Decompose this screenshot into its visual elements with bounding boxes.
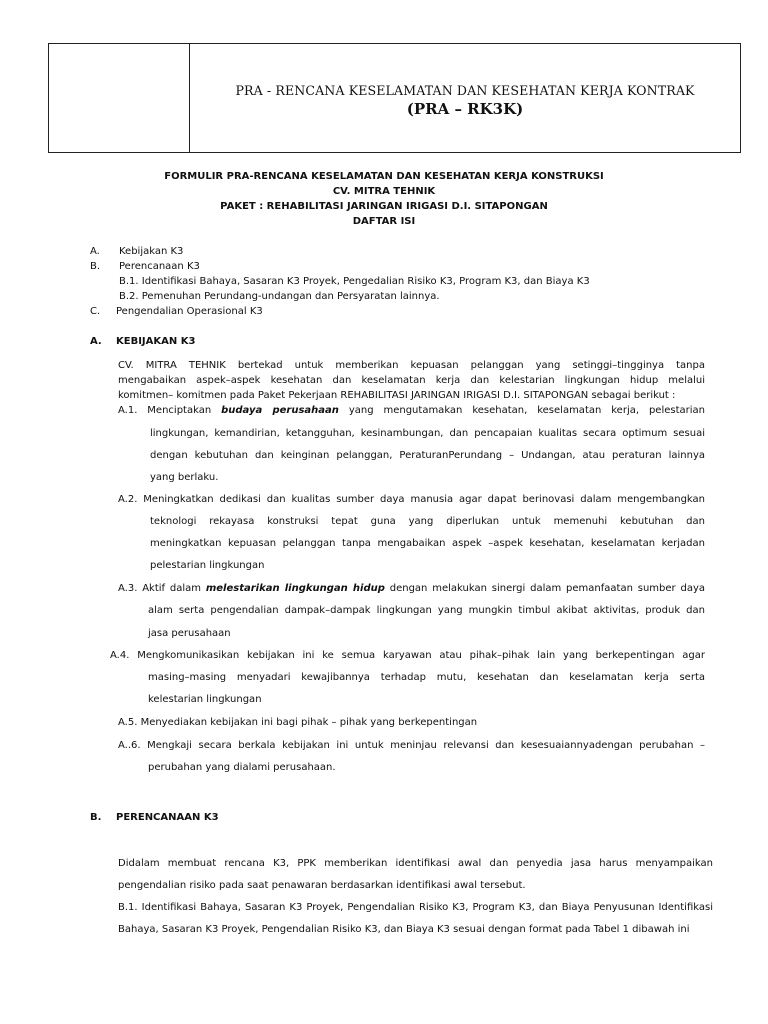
toc-marker-a: A. — [90, 246, 100, 257]
item-a2-line-2: teknologi rekayasa konstruksi tepat guna yang diperlukan untuk memenuhi kebutuhan dan — [150, 516, 705, 527]
item-a1-line-4: yang berlaku. — [150, 472, 219, 483]
item-a2-line-3: meningkatkan kepuasan pelanggan tanpa mengabaikan aspek –aspek kesehatan, keselamatan kerjadan — [150, 538, 705, 549]
section-a-heading: KEBIJAKAN K3 — [116, 336, 196, 347]
package-name: PAKET : REHABILITASI JARINGAN IRIGASI D.I. SITAPONGAN — [220, 201, 548, 212]
item-a3-prefix: A.3. Aktif dalam — [118, 583, 206, 594]
section-b-marker: B. — [90, 812, 102, 823]
item-a6-line-1: A..6. Mengkaji secara berkala kebijakan ini untuk meninjau relevansi dan kesesuaiannyadengan perubahan – — [118, 740, 705, 751]
item-a5-line-1: A.5. Menyediakan kebijakan ini bagi pihak – pihak yang berkepentingan — [118, 717, 478, 728]
section-b-para1-line-2: pengendalian risiko pada saat penawaran berdasarkan identifikasi awal tersebut. — [118, 880, 526, 891]
item-a3-line-1 — [118, 582, 705, 595]
form-title: FORMULIR PRA-RENCANA KESELAMATAN DAN KESEHATAN KERJA KONSTRUKSI — [164, 171, 604, 182]
toc-marker-b: B. — [90, 261, 101, 272]
item-a2-line-1: A.2. Meningkatkan dedikasi dan kualitas sumber daya manusia agar dapat berinovasi dalam mengembangkan — [118, 494, 705, 505]
item-a1-line-3: dengan kebutuhan dan keinginan pelanggan, PeraturanPerundang – Undangan, atau peraturan lainnya — [150, 450, 705, 461]
document-subtitle: (PRA – RK3K) — [406, 99, 524, 118]
item-a4-line-1: A.4. Mengkomunikasikan kebijakan ini ke semua karyawan atau pihak–pihak lain yang berkepentingan agar — [110, 650, 705, 661]
section-a-marker: A. — [90, 336, 102, 347]
item-a1-line-1 — [118, 404, 705, 417]
item-a1-line-2: lingkungan, kemandirian, ketangguhan, kesinambungan, dan pencapaian kualitas secara optimum sesuai — [150, 428, 705, 439]
toc-item-b2: B.2. Pemenuhan Perundang-undangan dan Persyaratan lainnya. — [119, 291, 440, 302]
item-a3-line-2: alam serta pengendalian dampak–dampak lingkungan yang mungkin timbul akibat aktivitas, produk dan — [148, 605, 705, 616]
toc-title: DAFTAR ISI — [352, 216, 416, 227]
toc-item-b1: B.1. Identifikasi Bahaya, Sasaran K3 Proyek, Pengedalian Risiko K3, Program K3, dan Biaya K3 — [119, 276, 590, 287]
item-a3-line-3: jasa perusahaan — [148, 628, 231, 639]
header-logo-cell — [49, 44, 190, 152]
item-a2-line-4: pelestarian lingkungan — [150, 560, 265, 571]
item-a1-prefix: A.1. Menciptakan — [118, 405, 222, 416]
item-a1-suffix: yang mengutamakan kesehatan, keselamatan kerja, pelestarian — [338, 405, 705, 416]
header-title-cell — [190, 44, 740, 152]
section-a-intro-line-3: komitmen– komitmen pada Paket Pekerjaan REHABILITASI JARINGAN IRIGASI D.I. SITAPONGAN sebagai berikut : — [118, 390, 676, 401]
toc-marker-c: C. — [90, 306, 101, 317]
toc-item-a: Kebijakan K3 — [119, 246, 184, 257]
section-a-intro-line-2: mengabaikan aspek–aspek kesehatan dan keselamatan kerja dan kelestarian lingkungan hidup melalui — [118, 375, 705, 386]
section-b-para2-line-1: B.1. Identifikasi Bahaya, Sasaran K3 Proyek, Pengendalian Risiko K3, Program K3, dan Biaya Penyusunan Identifikasi — [118, 902, 713, 913]
item-a3-emphasis: melestarikan lingkungan hidup — [205, 583, 385, 594]
item-a1-emphasis: budaya perusahaan — [221, 405, 339, 416]
item-a4-line-2: masing–masing menyadari kewajibannya terhadap mutu, kesehatan dan keselamatan kerja serta — [148, 672, 705, 683]
toc-item-c: Pengendalian Operasional K3 — [116, 306, 263, 317]
item-a4-line-3: kelestarian lingkungan — [148, 694, 262, 705]
document-header-box — [48, 43, 741, 153]
section-a-intro-line-1: CV. MITRA TEHNIK bertekad untuk memberikan kepuasan pelanggan yang setinggi–tingginya tanpa — [118, 360, 705, 371]
toc-item-b: Perencanaan K3 — [119, 261, 200, 272]
document-title: PRA - RENCANA KESELAMATAN DAN KESEHATAN KERJA KONTRAK — [235, 82, 695, 98]
item-a3-suffix: dengan melakukan sinergi dalam pemanfaatan sumber daya — [384, 583, 705, 594]
company-name: CV. MITRA TEHNIK — [332, 186, 436, 197]
section-b-heading: PERENCANAAN K3 — [116, 812, 219, 823]
section-b-para1-line-1: Didalam membuat rencana K3, PPK memberikan identifikasi awal dan penyedia jasa harus menyampaikan — [118, 858, 713, 869]
section-b-para2-line-2: Bahaya, Sasaran K3 Proyek, Pengendalian Risiko K3, dan Biaya K3 sesuai dengan format pada Tabel 1 dibawah ini — [118, 924, 690, 935]
item-a6-line-2: perubahan yang dialami perusahaan. — [148, 762, 336, 773]
